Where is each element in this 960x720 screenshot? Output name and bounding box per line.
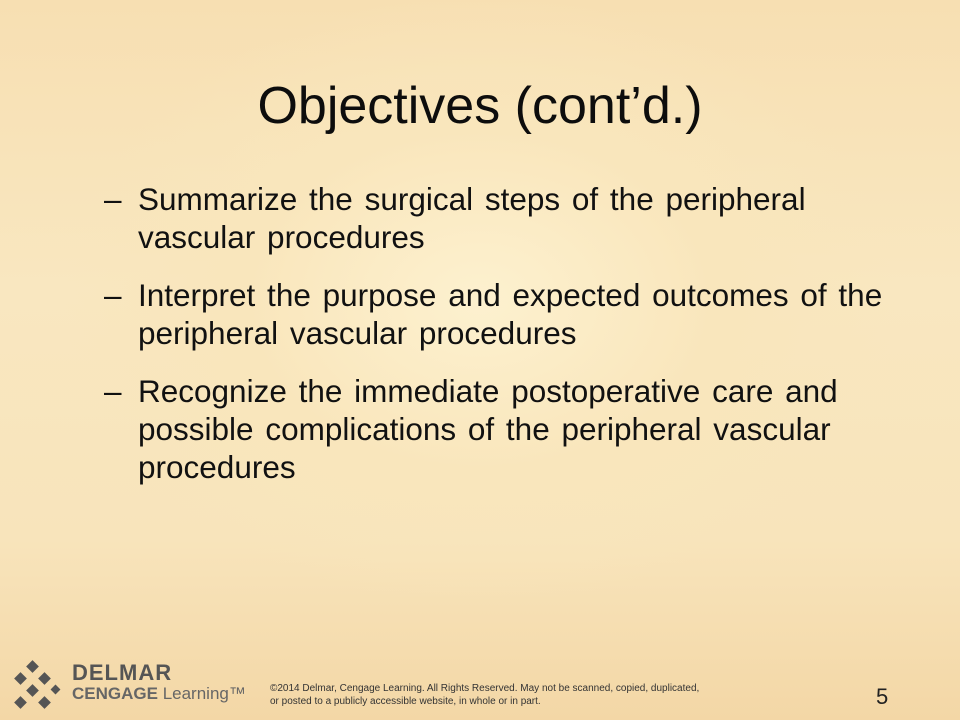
list-item-text: Interpret the purpose and expected outcomes of the peripheral vascular procedures — [138, 277, 883, 351]
delmar-dots-logo-icon — [12, 660, 64, 712]
delmar-cengage-logo — [12, 660, 246, 712]
list-item-text: Summarize the surgical steps of the peripheral vascular procedures — [138, 181, 806, 255]
copyright-notice: ©2014 Delmar, Cengage Learning. All Rights Reserved. May not be scanned, copied, duplicated, or posted to a publicly accessible website, in whole or in part. — [270, 683, 700, 707]
page-number: 5 — [876, 684, 889, 709]
list-item-text: Recognize the immediate postoperative care and possible complications of the peripheral vascular procedures — [138, 373, 838, 485]
list-item — [104, 372, 904, 486]
bullet-dash: – — [104, 373, 122, 409]
objectives-list — [104, 180, 904, 506]
list-item — [104, 276, 904, 352]
list-item — [104, 180, 904, 256]
logo-line-2 — [72, 684, 246, 704]
logo-learning: Learning — [157, 684, 229, 703]
logo-cengage: CENGAGE — [72, 684, 158, 703]
logo-line-1: DELMAR — [72, 660, 173, 685]
logo-trademark: ™ — [228, 684, 246, 703]
slide-title: Objectives (cont’d.) — [257, 77, 703, 135]
bullet-dash: – — [104, 277, 122, 313]
bullet-dash: – — [104, 181, 122, 217]
